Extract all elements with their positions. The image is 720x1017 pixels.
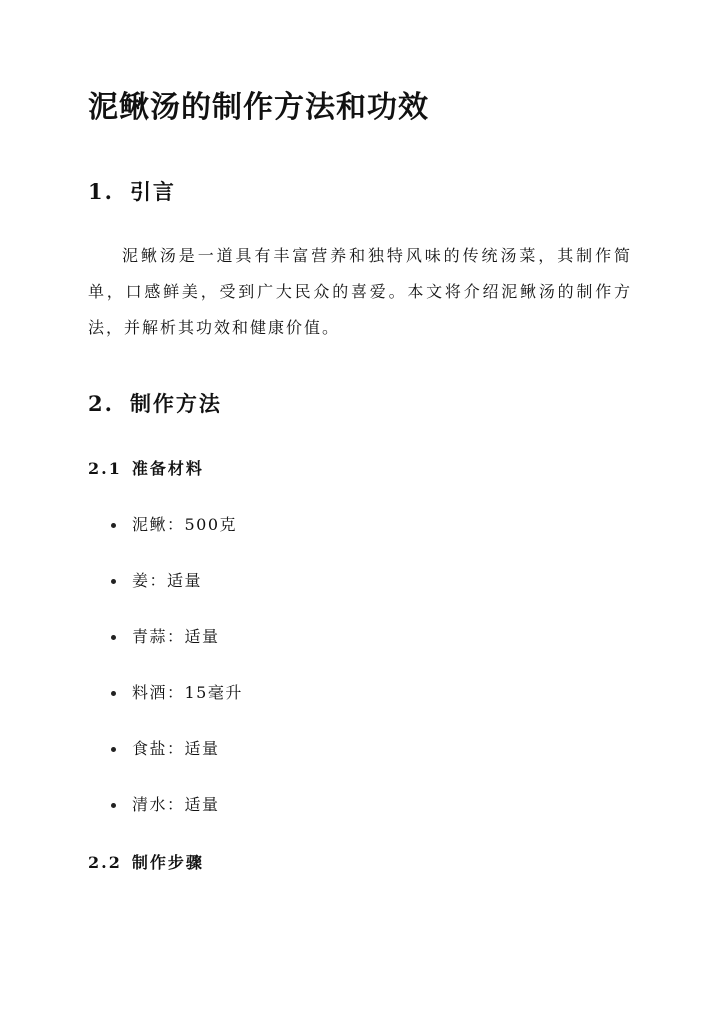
bullet-icon: [111, 803, 116, 808]
section-heading-introduction: [88, 176, 176, 206]
list-item: [88, 680, 243, 736]
list-item: [88, 512, 243, 568]
list-item: [88, 792, 243, 848]
bullet-icon: [111, 635, 116, 640]
list-item-text: 泥鳅：500克: [132, 515, 238, 534]
section-title: 制作方法: [129, 391, 222, 416]
bullet-icon: [111, 523, 116, 528]
bullet-icon: [111, 579, 116, 584]
list-item: [88, 568, 243, 624]
subsection-number: 2.2: [88, 853, 122, 872]
document-title: 泥鳅汤的制作方法和功效: [88, 90, 429, 125]
list-item-text: 青蒜：适量: [132, 627, 220, 646]
subsection-heading-ingredients: [88, 456, 204, 479]
section-number: 1.: [88, 179, 114, 204]
list-item: [88, 736, 243, 792]
subsection-number: 2.1: [88, 459, 122, 478]
section-heading-method: [88, 388, 222, 418]
section-title: 引言: [129, 179, 176, 204]
subsection-title: 制作步骤: [131, 853, 204, 872]
list-item-text: 食盐：适量: [132, 739, 220, 758]
list-item: [88, 624, 243, 680]
list-item-text: 清水：适量: [132, 795, 220, 814]
section-number: 2.: [88, 391, 114, 416]
list-item-text: 料酒：15毫升: [132, 683, 243, 702]
bullet-icon: [111, 691, 116, 696]
subsection-title: 准备材料: [131, 459, 204, 478]
list-item-text: 姜：适量: [132, 571, 203, 590]
intro-paragraph: 泥鳅汤是一道具有丰富营养和独特风味的传统汤菜，其制作简单，口感鲜美，受到广大民众的喜爱。本文将介绍泥鳅汤的制作方法，并解析其功效和健康价值。: [88, 246, 632, 337]
subsection-heading-steps: [88, 850, 204, 873]
bullet-icon: [111, 747, 116, 752]
ingredients-list: [88, 512, 243, 848]
